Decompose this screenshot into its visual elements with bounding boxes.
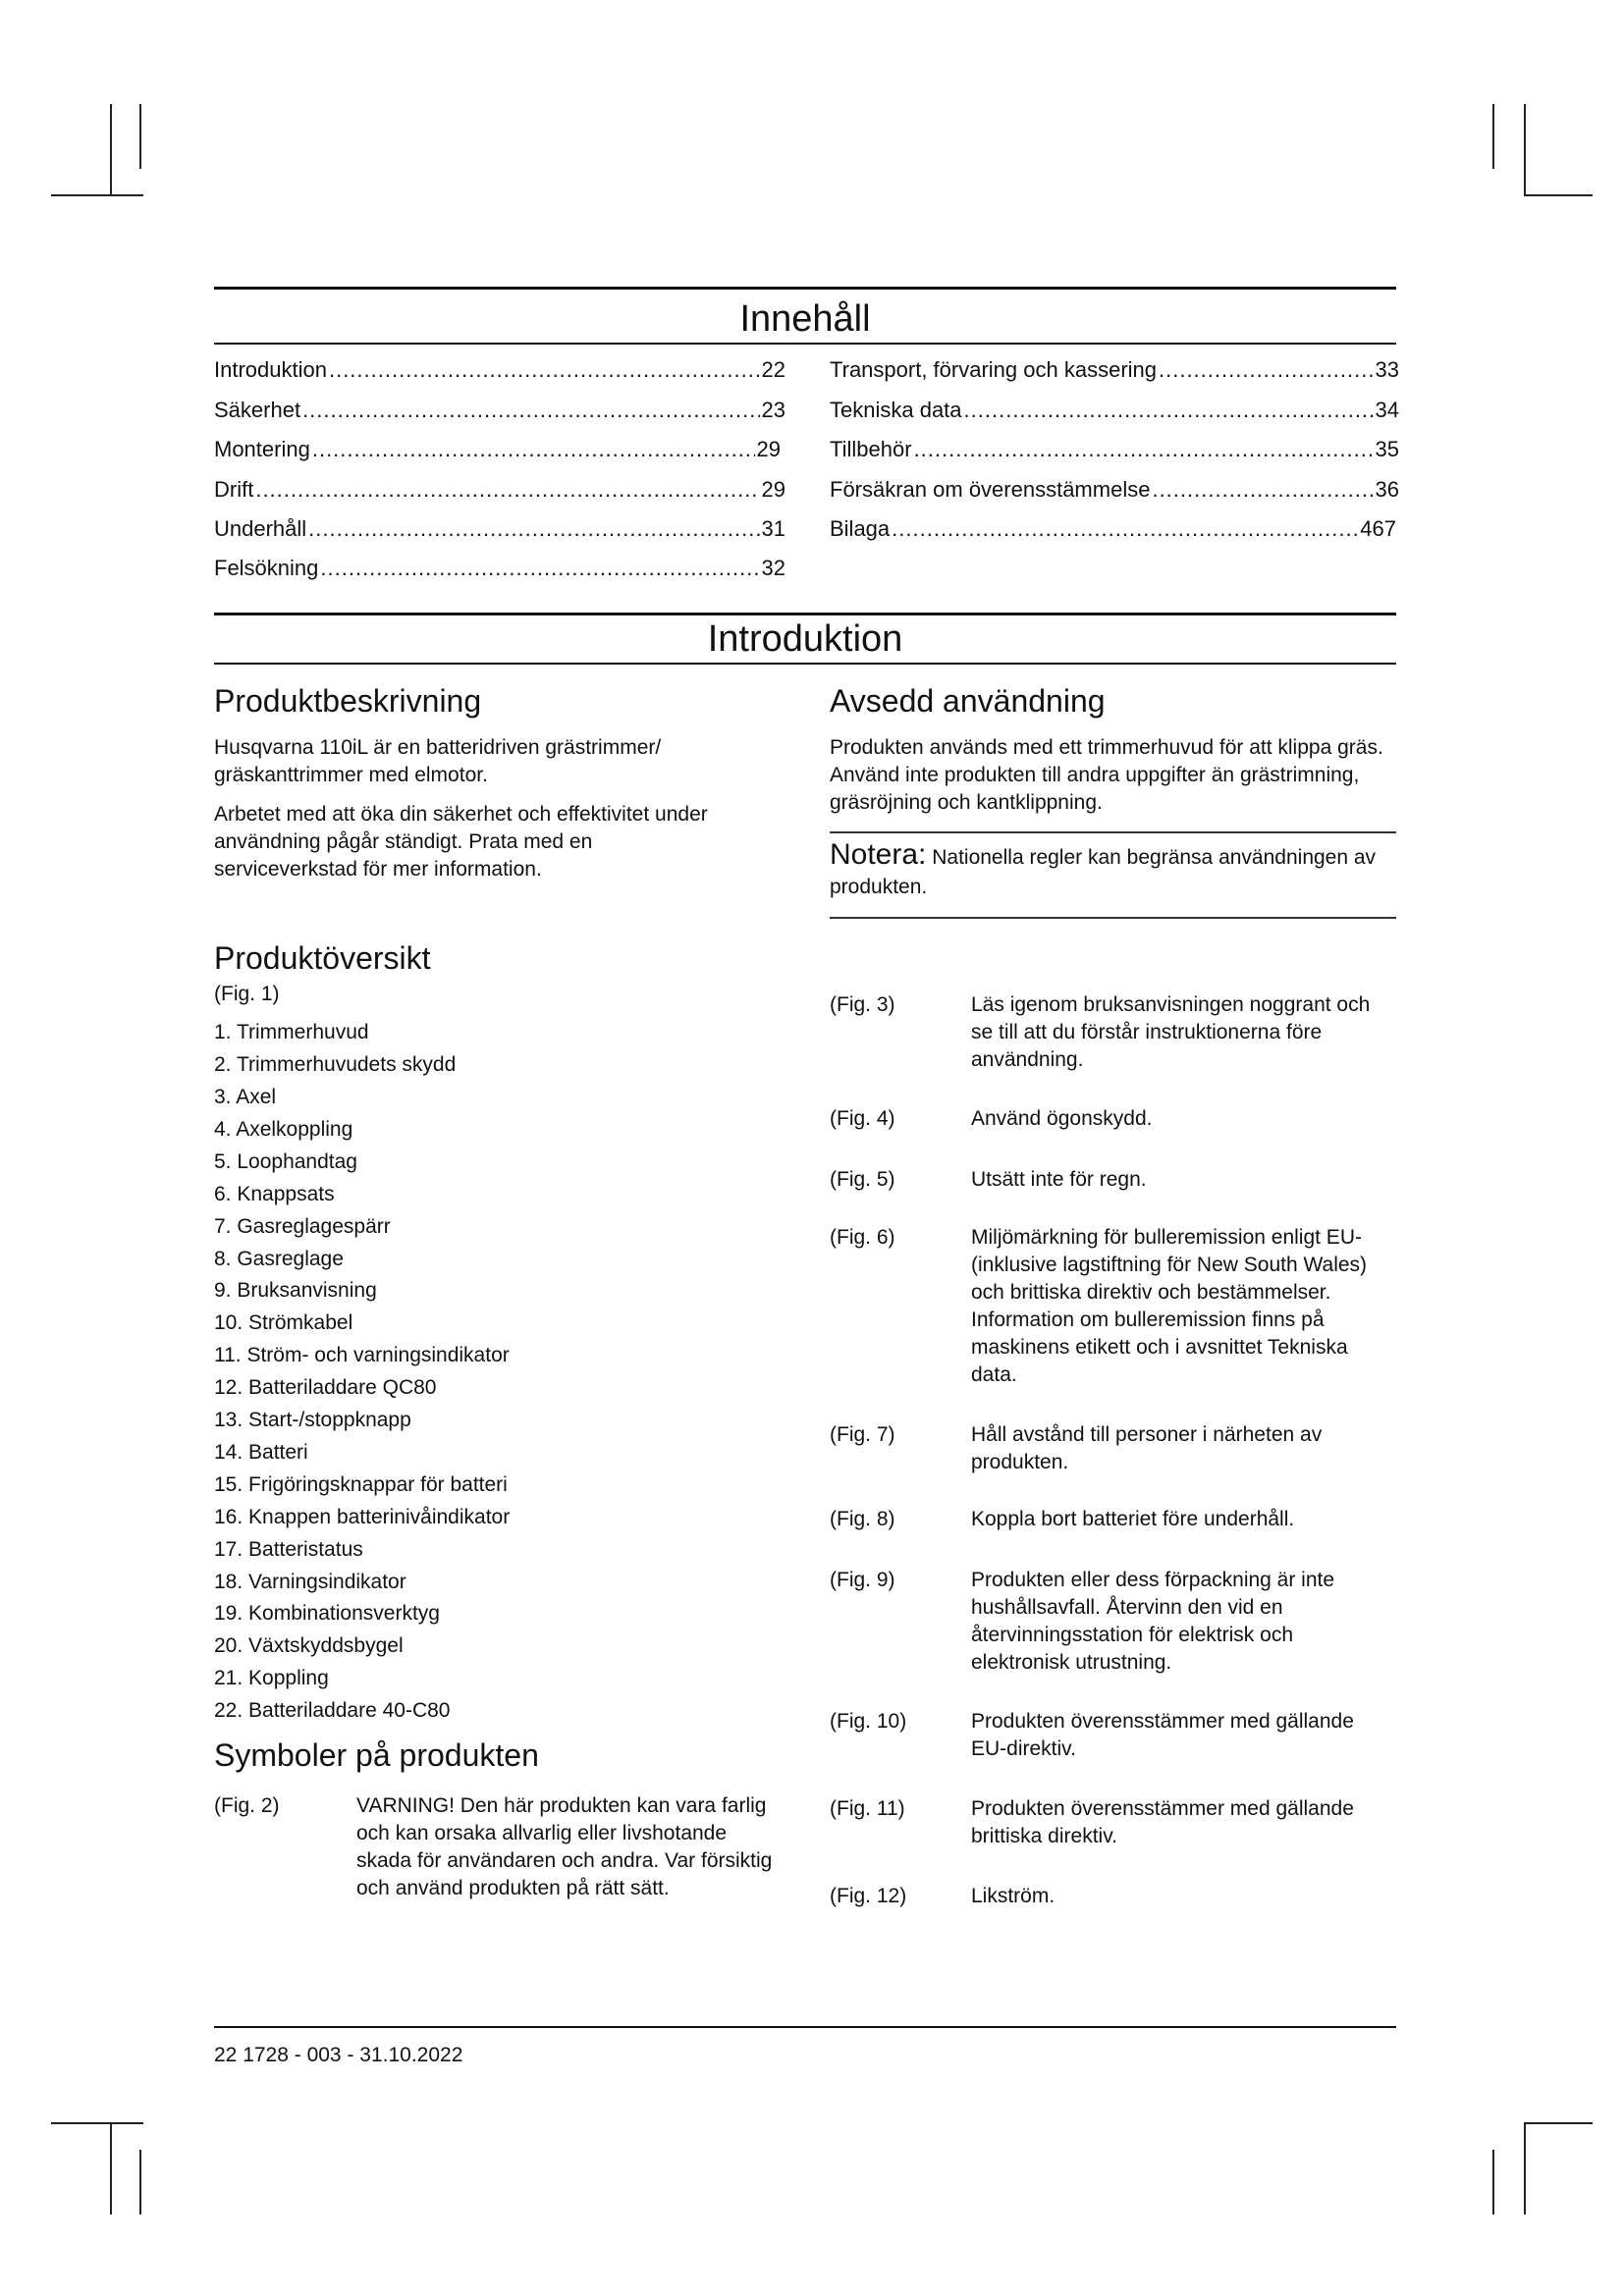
product-overview-fig: (Fig. 1) [214,983,280,1005]
overview-item: 18. Varningsindikator [214,1571,406,1593]
overview-item: 19. Kombinationsverktyg [214,1602,440,1625]
note-label: Notera: [830,838,927,871]
overview-item: 16. Knappen batterinivåindikator [214,1506,511,1528]
product-description-heading: Produktbeskrivning [214,683,482,719]
overview-item: 8. Gasreglage [214,1248,344,1270]
toc-entry[interactable] [214,558,785,579]
crop-mark-top-right [1524,194,1593,196]
note-top-rule [830,831,1396,833]
symbol-fig: (Fig. 3) [830,993,895,1016]
toc-entry-label: Montering [214,437,310,461]
toc-title: Innehåll [739,298,871,340]
symbol-entry [830,1567,1396,1684]
toc-leader [320,558,759,579]
toc-entry-label: Introduktion [214,357,327,382]
toc-entry-label: Tillbehör [830,437,912,461]
toc-entry[interactable] [214,359,785,381]
overview-item: 11. Ström- och varningsindikator [214,1344,510,1366]
toc-leader [914,439,1374,460]
overview-item: 2. Trimmerhuvudets skydd [214,1053,457,1076]
symbol-text: Produkten överensstämmer med gällande brittiska direktiv. [971,1797,1354,1847]
toc-leader [302,400,759,421]
intended-use-heading: Avsedd användning [830,683,1106,719]
toc-entry-page: 29 [761,477,785,502]
toc-leader [312,439,755,460]
symbol-text: VARNING! Den här produkten kan vara farlig och kan orsaka allvarlig eller livshotande skada för användaren och andra. Var försiktig och använd produkten på rätt sätt. [356,1794,773,1899]
overview-item: 20. Växtskyddsbygel [214,1634,404,1657]
product-overview-heading: Produktöversikt [214,940,431,976]
toc-entry[interactable] [830,479,1399,501]
toc-entry-label: Transport, förvaring och kassering [830,357,1157,382]
toc-entry[interactable] [830,439,1399,460]
symbol-fig: (Fig. 9) [830,1569,895,1591]
symbol-fig: (Fig. 8) [830,1508,895,1530]
footer-rule [214,2026,1396,2028]
crop-mark-bottom-left [110,2122,112,2215]
symbol-entry [214,1792,784,1940]
toc-leader [964,400,1374,421]
toc-entry[interactable] [830,359,1399,381]
note-text: Nationella regler kan begränsa användningen av produkten. [830,846,1377,898]
symbol-entry [830,1421,1396,1480]
toc-entry[interactable] [214,518,785,540]
symbol-text: Håll avstånd till personer i närheten av produkten. [971,1423,1323,1473]
toc-title-rule [214,343,1396,345]
symbol-entry [830,1795,1396,1854]
crop-mark-bottom-right [1524,2122,1593,2124]
overview-item: 21. Koppling [214,1667,329,1689]
symbol-entry [830,1883,1396,1912]
toc-left-column [214,359,785,585]
crop-mark-top-left [139,104,141,169]
overview-item: 13. Start-/stoppknapp [214,1409,411,1431]
symbol-fig: (Fig. 12) [830,1885,907,1907]
symbol-text: Produkten överensstämmer med gällande EU-direktiv. [971,1710,1354,1760]
overview-item: 7. Gasreglagespärr [214,1215,391,1238]
symbol-fig: (Fig. 7) [830,1423,895,1446]
overview-item: 4. Axelkoppling [214,1118,353,1141]
toc-leader [1159,359,1374,381]
symbol-fig: (Fig. 2) [214,1794,280,1817]
toc-leader [255,479,759,501]
symbols-heading: Symboler på produkten [214,1737,539,1773]
overview-item: 9. Bruksanvisning [214,1279,377,1302]
symbol-fig: (Fig. 6) [830,1226,895,1249]
toc-leader [892,518,1358,540]
toc-top-rule [214,287,1396,290]
symbol-entry [830,1708,1396,1767]
crop-mark-top-left [110,104,112,196]
note-block [830,840,1396,902]
toc-entry-label: Tekniska data [830,398,962,422]
symbol-text: Produkten eller dess förpackning är inte hushållsavfall. Återvinn den vid en återvinningsstation för elektrisk och elektronisk utrustning. [971,1569,1335,1674]
symbol-fig: (Fig. 4) [830,1107,895,1130]
toc-right-column [830,359,1399,556]
toc-entry-page: 23 [761,398,785,422]
toc-entry[interactable] [214,400,785,421]
overview-item: 12. Batteriladdare QC80 [214,1376,437,1399]
symbol-entry [830,1105,1396,1135]
toc-entry-label: Bilaga [830,516,891,541]
toc-entry-page: 33 [1375,357,1399,382]
toc-entry-label: Underhåll [214,516,307,541]
toc-entry-page: 467 [1360,516,1396,541]
crop-mark-top-right [1524,104,1526,196]
overview-item: 14. Batteri [214,1441,308,1464]
toc-leader [308,518,759,540]
toc-entry-page: 29 [756,437,781,461]
symbol-fig: (Fig. 10) [830,1710,907,1733]
toc-entry-page: 32 [761,556,785,580]
overview-item: 22. Batteriladdare 40-C80 [214,1699,451,1722]
note-bottom-rule [830,917,1396,919]
crop-mark-bottom-right [1492,2150,1494,2215]
toc-entry-page: 35 [1375,437,1399,461]
product-description-p1: Husqvarna 110iL är en batteridriven grästrimmer/ gräskanttrimmer med elmotor. [214,736,662,786]
overview-item: 1. Trimmerhuvud [214,1021,369,1043]
symbol-entry [830,1506,1396,1535]
toc-entry-label: Drift [214,477,254,502]
intro-title: Introduktion [707,618,903,660]
crop-mark-bottom-left [139,2150,141,2215]
symbol-text: Använd ögonskydd. [971,1107,1153,1130]
footer-text: 22 1728 - 003 - 31.10.2022 [214,2044,463,2066]
toc-entry-label: Säkerhet [214,398,301,422]
toc-leader [1152,479,1373,501]
overview-item: 6. Knappsats [214,1183,335,1205]
overview-item: 15. Frigöringsknappar för batteri [214,1473,508,1496]
overview-item: 3. Axel [214,1086,277,1108]
symbol-text: Utsätt inte för regn. [971,1168,1147,1191]
symbol-fig: (Fig. 11) [830,1797,905,1820]
intro-title-rule [214,663,1396,665]
overview-item: 10. Strömkabel [214,1311,353,1334]
symbol-text: Koppla bort batteriet före underhåll. [971,1508,1295,1530]
crop-mark-top-right [1492,104,1494,169]
intended-use-p1: Produkten används med ett trimmerhuvud för att klippa gräs. Använd inte produkten till andra uppgifter än grästrimning, gräsröjning och kantklippning. [830,736,1383,814]
crop-mark-bottom-left [51,2122,143,2124]
symbol-fig: (Fig. 5) [830,1168,895,1191]
toc-entry-page: 36 [1375,477,1399,502]
crop-mark-top-left [51,194,143,196]
symbol-text: Läs igenom bruksanvisningen noggrant och se till att du förstår instruktionerna före användning. [971,993,1371,1071]
toc-entry[interactable] [214,479,785,501]
toc-entry[interactable] [830,400,1399,421]
toc-leader [329,359,760,381]
product-description-p2: Arbetet med att öka din säkerhet och effektivitet under användning pågår ständigt. Prata med en serviceverkstad för mer information. [214,803,708,881]
toc-entry-page: 31 [761,516,785,541]
crop-mark-bottom-right [1524,2122,1526,2215]
symbol-entry [830,991,1396,1080]
toc-entry-label: Felsökning [214,556,319,580]
symbol-entry [830,1224,1396,1391]
toc-entry[interactable] [214,439,781,460]
intro-top-rule [214,613,1396,615]
overview-item: 5. Loophandtag [214,1150,357,1173]
toc-entry-label: Försäkran om överensstämmelse [830,477,1151,502]
symbol-text: Miljömärkning för bulleremission enligt EU- (inklusive lagstiftning för New South Wales) och brittiska direktiv och bestämmelser. Information om bulleremission finns på maskinens etikett och i avsnittet Tekniska data. [971,1226,1368,1386]
symbol-text: Likström. [971,1885,1056,1907]
toc-entry[interactable] [830,518,1396,540]
toc-entry-page: 34 [1375,398,1399,422]
symbol-entry [830,1166,1396,1196]
toc-entry-page: 22 [761,357,785,382]
overview-item: 17. Batteristatus [214,1538,363,1561]
